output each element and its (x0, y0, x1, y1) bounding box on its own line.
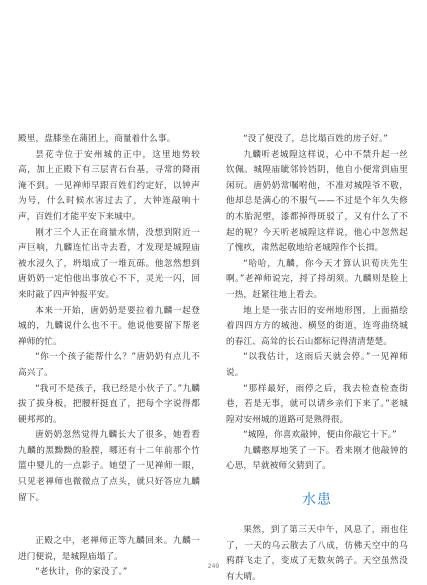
left-column (18, 132, 200, 581)
paragraph: 本来一开始，唐奶奶是要拉着九麟一起登城的，九麟说什么也不干。他说他要留下帮老禅师的忙。 (18, 305, 200, 347)
paragraph: 昙花寺位于安州城的正中，这里地势较高，加上正殿下有三层青石台基，寻常的降雨淹不到。一见禅师早跟百姓们约定好，以钟声为号，什么时候水害过去了，大钟连敲响十声，百姓们才能平安下来城中。 (18, 149, 200, 222)
paragraph: 唐奶奶忽然觉得九麟长大了很多，她看看九麟的黑黝黝的脸膛，哪还有十二年前那个竹篮中婴儿的一点影子。她望了一见禅师一眼，只见老禅师也微微点了点头，就只好答应九麟留下。 (18, 430, 200, 503)
paragraph: 九麟听老城隍这样说，心中不禁升起一丝钦佩。城隍庙眦邻铃铛阴，他自小便常到庙里闲玩。唐奶奶常嘱咐他，不准对城隍爷不敬，他却总是满心的不服气——不过是个年久失修的木胎泥塑，漆都掉得斑驳了，又有什么了不起的呢？今天听老城隍这样说，他心中忽然起了愧疚，肃然起敬地给老城隍作个长揖。 (226, 149, 408, 254)
paragraph: 刚才三个人正在商量水情，没想到附近一声巨响，九麟连忙出寺去看，才发现是城隍庙被水浸久了，坍塌成了一堆瓦砾。他忽然想到唐奶奶一定怕他出事放心不下，灵光一闪，回来时敲了四声钟报平安。 (18, 227, 200, 300)
paragraph: 正殿之中，老禅师正等九麟回来。九麟一进门便说，是城隍庙塌了。 (18, 536, 200, 562)
paragraph: “我可不是孩子，我已经是小伙子了。”九麟拔了拔身板，把腰杆挺直了，把每个字说得都硬邦邦的。 (18, 383, 200, 425)
paragraph: “城隍，你喜欢敲钟，便由你敲它十下。” (243, 430, 397, 441)
paragraph: “老伙计，你的家没了。” (35, 567, 128, 578)
paragraph: 果然，到了第三天中午，风息了，雨也住了，一天的乌云散去了八成，仿佛天空中的乌鸦群飞走了，变成了无数灰鸽子。天空虽然没有大晴。 (226, 525, 408, 582)
paragraph: “你一个孩子能帮什么？”唐奶奶有点儿不高兴了。 (18, 352, 200, 378)
page-number: 249 (207, 563, 220, 570)
paragraph: 九麟憨厚地笑了一下。看来刚才他敲钟的心思，早就被师父猜到了。 (226, 445, 408, 472)
paragraph: “那样最好，雨停之后，我去检查检查街巷，若是无事，就可以请乡亲们下来了。”老城隍对安州城的道路可是熟得很。 (226, 383, 408, 425)
section-heading: 水患 (302, 492, 332, 509)
paragraph: “哈哈，九麟，你今天才算认识荀庆先生啊。”老禅师说完，捋了捋胡须。九麟则是脸上一热，赶紧往地上看去。 (226, 258, 408, 300)
paragraph: 殿里，盘膝坐在蒲团上，商量着什么事。 (18, 134, 176, 144)
paragraph: 地上是一张古旧的安州地形图，上面描绘着四四方方的城池、横竖的街道，连弯曲绕城的春江、高耸的长石山都标记得清清楚楚。 (226, 305, 408, 347)
right-column (226, 132, 408, 585)
paragraph: “以我估计，这雨后天就会停。”一见禅师说。 (226, 352, 408, 378)
paragraph: “没了便没了，总比塌百姓的房子好。” (243, 134, 388, 144)
